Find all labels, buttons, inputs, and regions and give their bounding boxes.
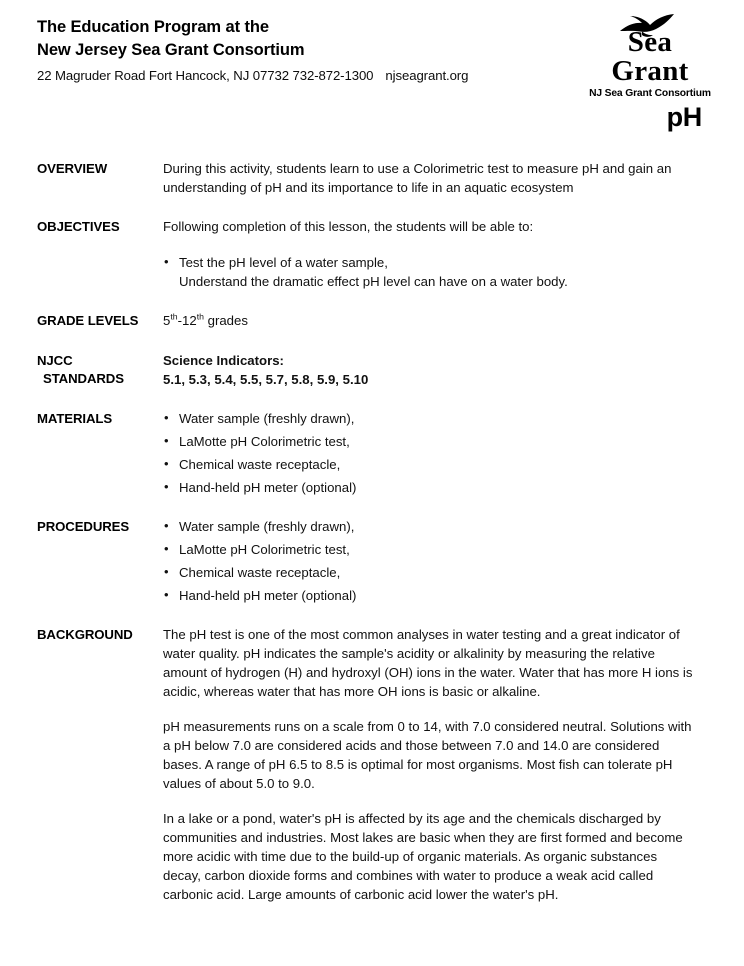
objectives-bullet-subtext: Understand the dramatic effect pH level can have on a water body. [179, 274, 568, 289]
section-body-materials [163, 409, 693, 497]
njcc-heading: Science Indicators: [163, 352, 284, 368]
grade-levels-text [163, 311, 693, 330]
grade-to-suffix: th [196, 311, 204, 322]
section-body-background [163, 625, 693, 904]
objectives-bullet-text: • Test the pH level of a water sample, [179, 255, 388, 270]
section-background [37, 625, 714, 904]
list-item [163, 253, 693, 291]
list-item: • Chemical waste receptacle, [163, 455, 693, 474]
objectives-intro: Following completion of this lesson, the students will be able to: [163, 219, 534, 234]
section-label-objectives: OBJECTIVES [37, 219, 120, 234]
section-njcc-standards [37, 351, 714, 389]
section-body-objectives [163, 217, 693, 291]
section-body-procedures [163, 517, 693, 605]
objectives-spacer [163, 236, 693, 253]
njcc-indicators: 5.1, 5.3, 5.4, 5.5, 5.7, 5.8, 5.9, 5.10 [163, 371, 369, 387]
list-item: • Chemical waste receptacle, [163, 563, 693, 582]
section-objectives [37, 217, 714, 291]
section-overview [37, 159, 714, 197]
list-item: • Hand-held pH meter (optional) [163, 478, 693, 497]
grade-trailing: grades [203, 313, 248, 328]
section-label-materials: MATERIALS [37, 411, 113, 427]
background-paragraph: The pH test is one of the most common analyses in water testing and a great indicator of water quality. pH indicates the sample's acidity or alkalinity by measuring the relative amount of hydrogen (H) and hydroxyl (OH) ions in the water. Water that has more H ions is acidic, whereas water that has more OH ions is basic or alkaline. [163, 627, 693, 700]
sea-grant-logo [586, 14, 714, 99]
section-materials [37, 409, 714, 497]
grade-dash: - [177, 313, 183, 328]
document-content [0, 159, 744, 904]
section-grade-levels [37, 311, 714, 331]
list-item: • LaMotte pH Colorimetric test, [163, 432, 693, 451]
overview-text: During this activity, students learn to use a Colorimetric test to measure pH and gain an understanding of pH and its importance to life in an aquatic ecosystem [163, 161, 672, 195]
section-label-background: BACKGROUND [37, 627, 133, 643]
list-item: • Water sample (freshly drawn), [163, 517, 693, 536]
section-label-njcc-standards [37, 351, 163, 389]
section-label-overview: OVERVIEW [37, 161, 108, 176]
section-body-grade-levels [163, 311, 693, 330]
list-item: • Hand-held pH meter (optional) [163, 586, 693, 605]
njcc-label-line2: STANDARDS [43, 371, 124, 387]
background-paragraph: In a lake or a pond, water's pH is affected by its age and the chemicals discharged by communities and industries. Most lakes are basic when they are first formed and become more acidic with time due to the build-up of organic materials. As organic substances decay, carbon dioxide forms and combines with water to produce a weak acid called carbonic acid. Large amounts of carbonic acid lower the water's pH. [163, 811, 683, 903]
section-procedures [37, 517, 714, 605]
list-item: • Water sample (freshly drawn), [163, 409, 693, 428]
section-label-procedures: PROCEDURES [37, 519, 130, 535]
grade-from-suffix: th [170, 311, 178, 322]
page-title: pH [666, 102, 702, 132]
grade-from: 5 [163, 313, 171, 328]
njcc-label-line1: NJCC [37, 352, 73, 368]
section-body-njcc-standards [163, 351, 693, 389]
materials-list [163, 409, 693, 497]
org-title-line2: New Jersey Sea Grant Consortium [37, 41, 305, 60]
background-paragraph: pH measurements runs on a scale from 0 to 14, with 7.0 considered neutral. Solutions with a pH below 7.0 are considered acids and those between 7.0 and 14.0 are considered bases. A range of pH 6.5 to 8.5 is optimal for most organisms. Most fish can tolerate pH values of about 5.0 to 9.0. [163, 719, 692, 792]
objectives-bullet-list [163, 253, 693, 291]
document-header [0, 0, 744, 99]
grade-to: 12 [182, 313, 197, 328]
org-title-line1: The Education Program at the [37, 18, 269, 36]
section-label-grade-levels: GRADE LEVELS [37, 313, 139, 328]
address-text: 22 Magruder Road Fort Hancock, NJ 07732 732-872-1300 [37, 67, 374, 83]
website-link[interactable]: njseagrant.org [385, 67, 469, 83]
list-item: • LaMotte pH Colorimetric test, [163, 540, 693, 559]
section-body-overview [163, 159, 693, 197]
procedures-list [163, 517, 693, 605]
logo-subtitle: NJ Sea Grant Consortium [589, 88, 711, 99]
logo-wordmark: Sea Grant [611, 26, 689, 87]
